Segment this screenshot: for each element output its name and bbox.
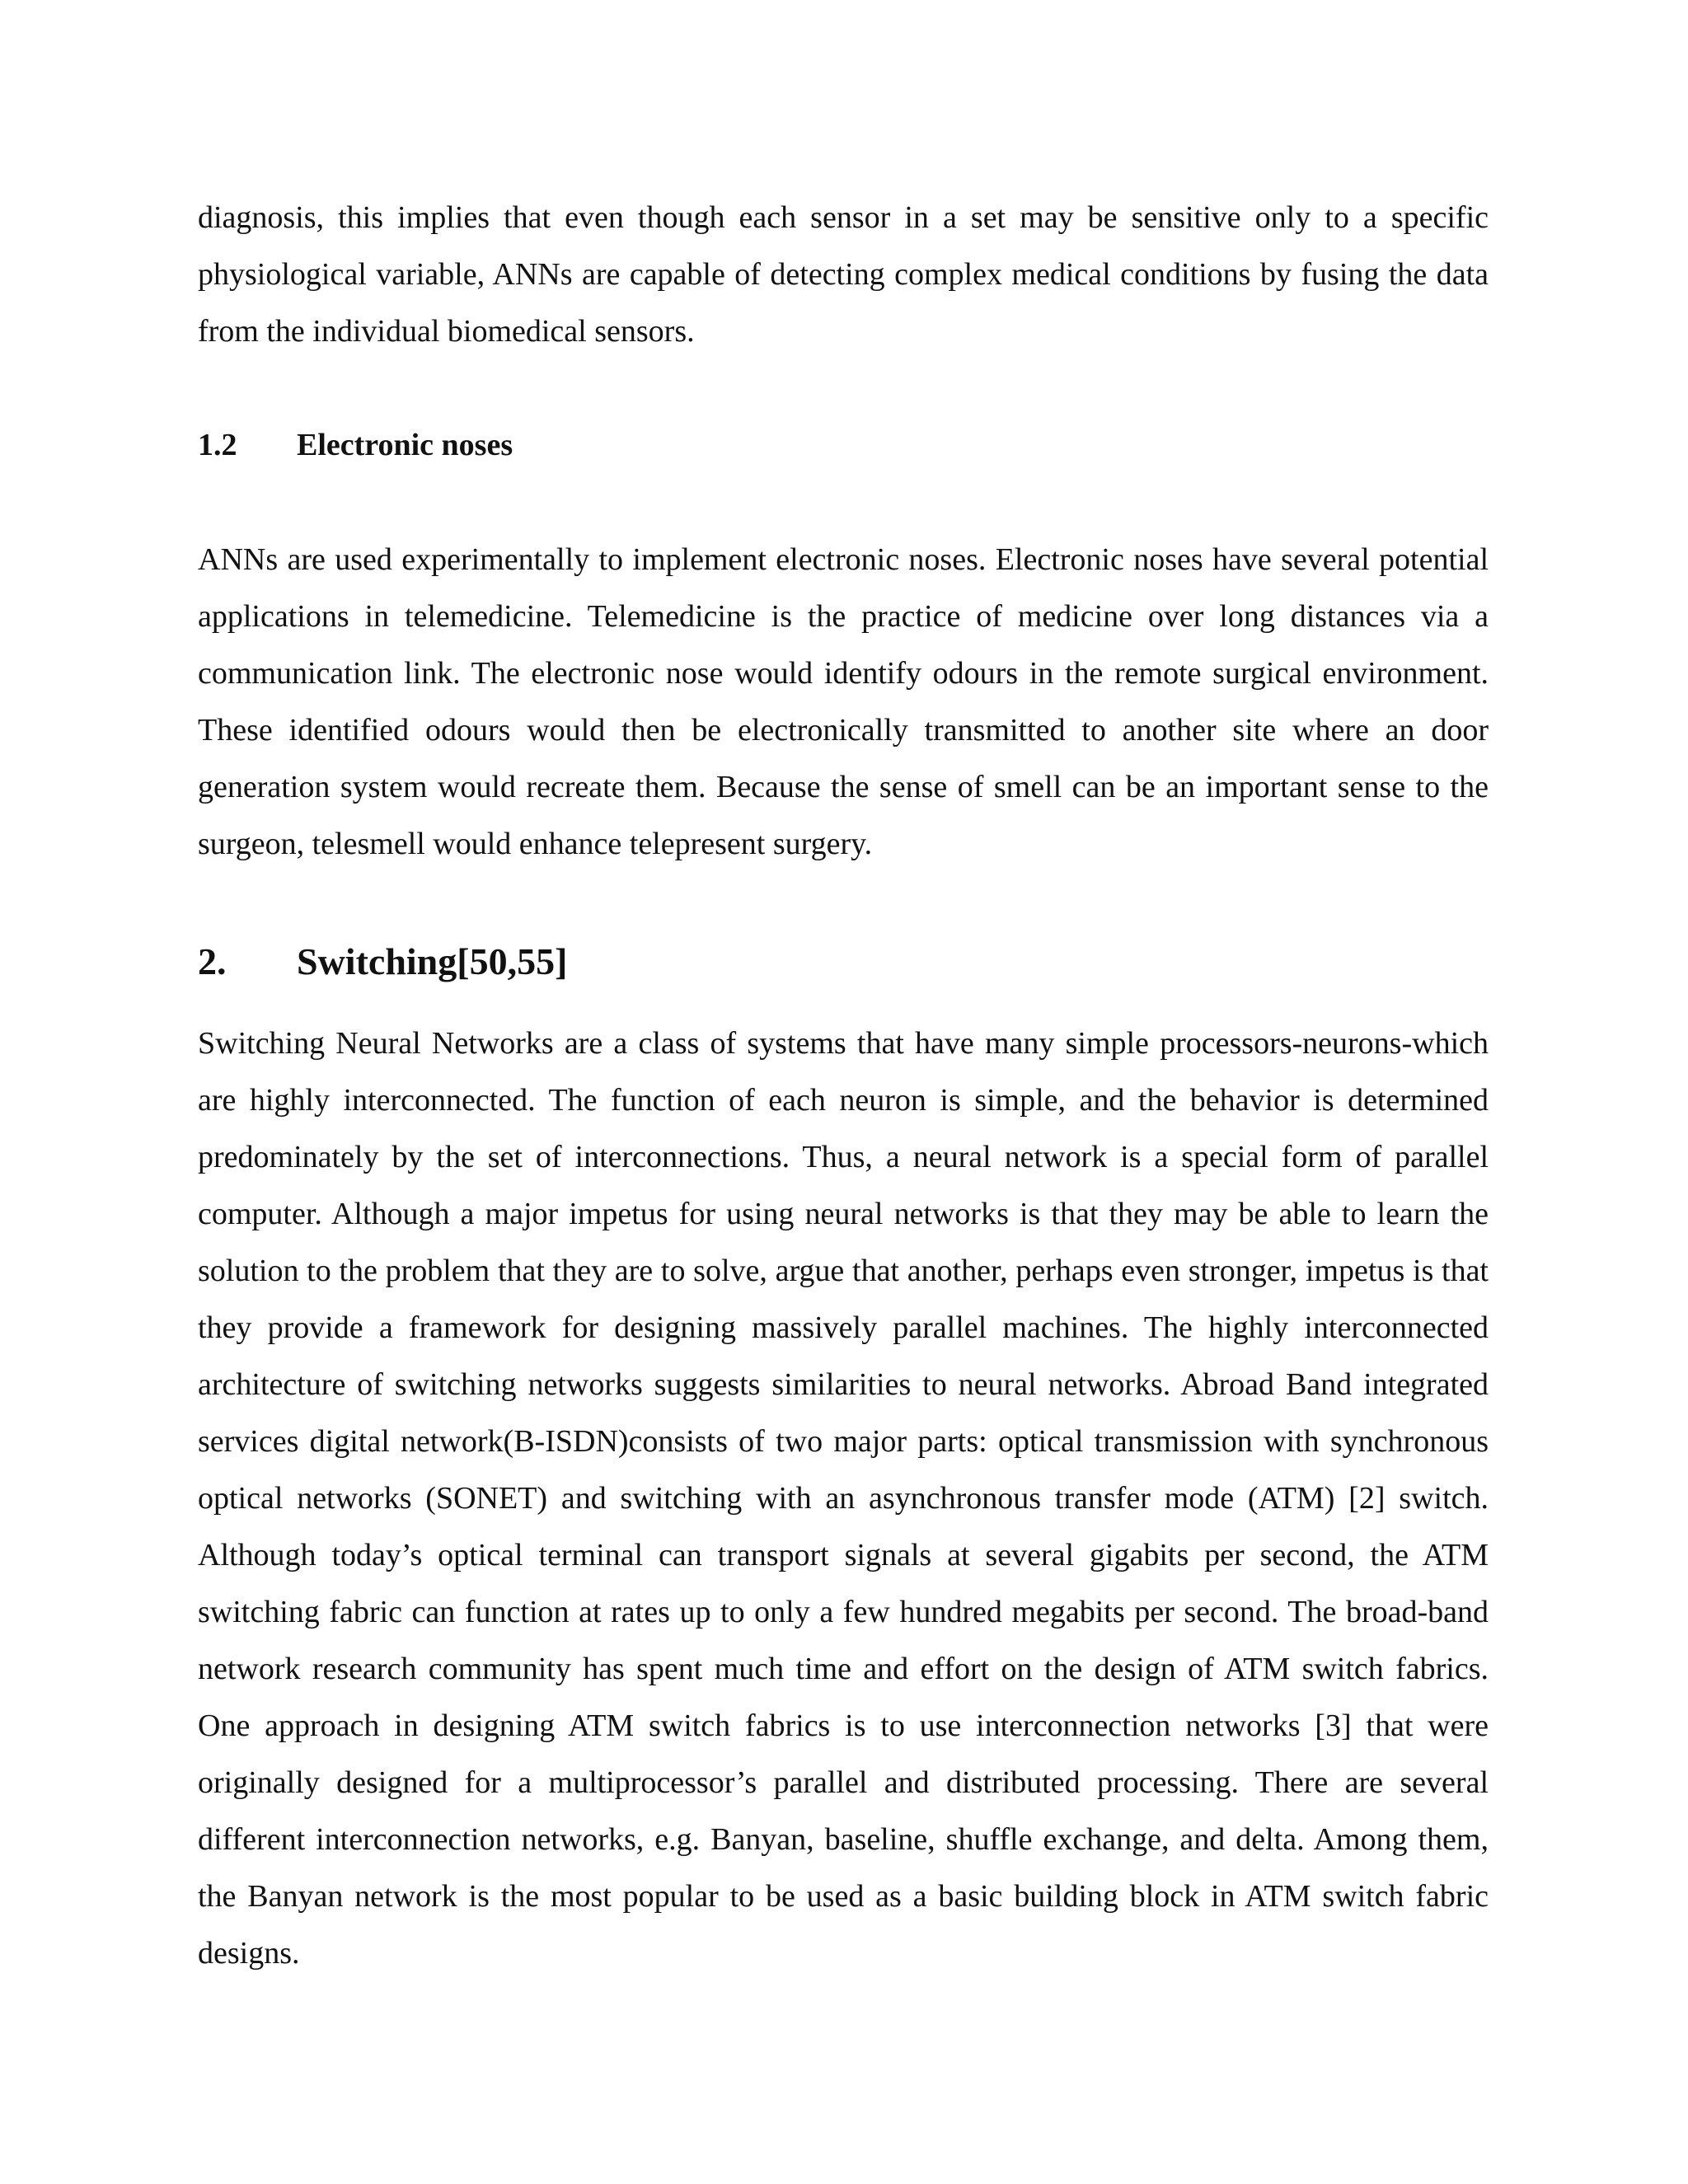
section-2-title: Switching[50,55]: [297, 940, 568, 982]
section-2-number: 2.: [198, 940, 227, 982]
electronic-noses-paragraph: ANNs are used experimentally to implement electronic noses. Electronic noses have several potential applications in telemedicine. Telemedicine is the practice of medicine over long distances via a communication link. The electronic nose would identify odours in the remote surgical environment. These identified odours would then be electronically transmitted to another site where an door generation system would recreate them. Because the sense of smell can be an important sense to the surgeon, telesmell would enhance telepresent surgery.: [198, 542, 1489, 861]
section-1-2-heading: [198, 420, 513, 470]
switching-paragraph: Switching Neural Networks are a class of systems that have many simple processors-neurons-which are highly interconnected. The function of each neuron is simple, and the behavior is determined predominately by the set of interconnections. Thus, a neural network is a special form of parallel computer. Although a major impetus for using neural networks is that they may be able to learn the solution to the problem that they are to solve, argue that another, perhaps even stronger, impetus is that they provide a framework for designing massively parallel machines. The highly interconnected architecture of switching networks suggests similarities to neural networks. Abroad Band integrated services digital network(B-ISDN)consists of two major parts: optical transmission with synchronous optical networks (SONET) and switching with an asynchronous transfer mode (ATM) [2] switch. Although today’s optical terminal can transport signals at several gigabits per second, the ATM switching fabric can function at rates up to only a few hundred megabits per second. The broad-band network research community has spent much time and effort on the design of ATM switch fabrics. One approach in designing ATM switch fabrics is to use interconnection networks [3] that were originally designed for a multiprocessor’s parallel and distributed processing. There are several different interconnection networks, e.g. Banyan, baseline, shuffle exchange, and delta. Among them, the Banyan network is the most popular to be used as a basic building block in ATM switch fabric designs.: [198, 1026, 1489, 1971]
section-1-2-title: Electronic noses: [297, 428, 513, 462]
intro-paragraph: diagnosis, this implies that even though each sensor in a set may be sensitive only to a specific physiological variable, ANNs are capable of detecting complex medical conditions by fusing the data from the individual biomedical sensors.: [198, 200, 1489, 349]
section-2-heading: [198, 933, 567, 991]
section-1-2-number: 1.2: [198, 428, 237, 462]
